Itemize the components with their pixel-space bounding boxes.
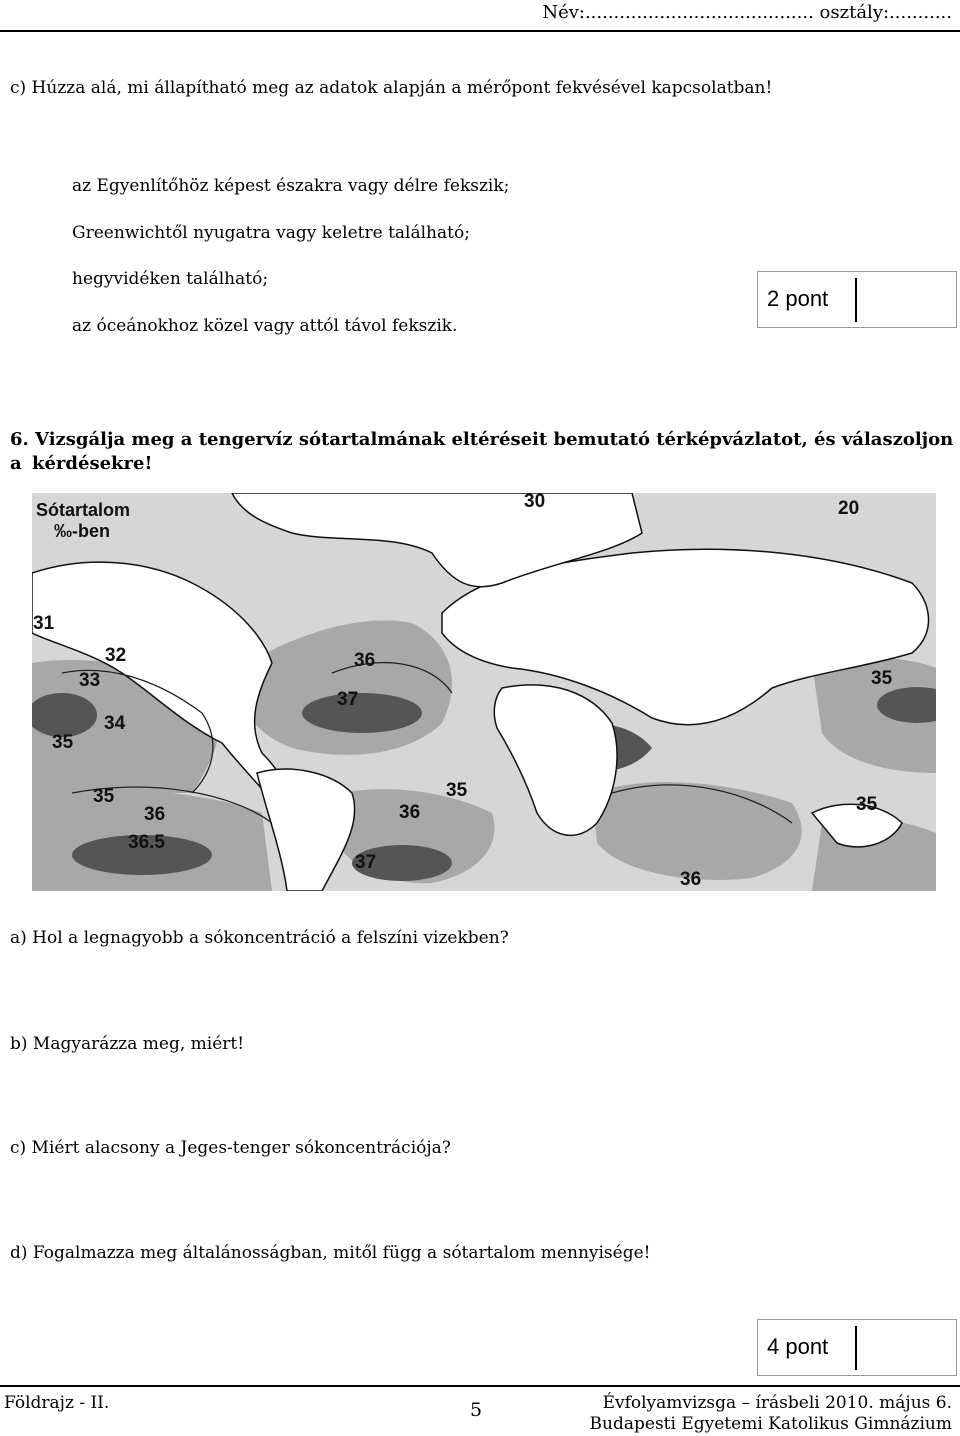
label-34: 34 bbox=[104, 713, 126, 734]
score-divider bbox=[855, 1326, 857, 1370]
option-mountain[interactable]: hegyvidéken található; bbox=[72, 269, 269, 289]
question-6d: d) Fogalmazza meg általánosságban, mitől függ a sótartalom mennyisége! bbox=[10, 1243, 651, 1263]
score-box-2 bbox=[757, 271, 957, 328]
label-32: 32 bbox=[105, 645, 127, 666]
legend-title: Sótartalom bbox=[36, 500, 131, 520]
label-35-south-pacific: 35 bbox=[93, 786, 115, 807]
core-atlantic-north bbox=[302, 693, 422, 733]
answer-options bbox=[72, 163, 509, 349]
label-36-south-atlantic: 36 bbox=[399, 802, 421, 823]
question-c-prompt: c) Húzza alá, mi állapítható meg az adatok alapján a mérőpont fekvésével kapcsolatban! bbox=[10, 78, 773, 98]
label-36-atlantic: 36 bbox=[354, 650, 376, 671]
option-greenwich[interactable]: Greenwichtől nyugatra vagy keletre található; bbox=[72, 222, 470, 243]
question-6-title-line1: 6. Vizsgálja meg a tengervíz sótartalmának eltéréseit bemutató térképvázlatot, és válaszoljon a bbox=[10, 429, 954, 474]
label-35-south-atlantic: 35 bbox=[446, 780, 468, 801]
label-33: 33 bbox=[79, 670, 101, 691]
label-35-west: 35 bbox=[52, 732, 74, 753]
footer-exam: Évfolyamvizsga – írásbeli 2010. május 6. bbox=[602, 1393, 952, 1413]
salinity-map bbox=[32, 493, 936, 891]
question-6b: b) Magyarázza meg, miért! bbox=[10, 1034, 245, 1054]
option-ocean-distance[interactable]: az óceánokhoz közel vagy attól távol fekszik. bbox=[72, 315, 458, 336]
page-number: 5 bbox=[470, 1399, 483, 1421]
footer-rule bbox=[0, 1385, 960, 1387]
label-35-pacific-south: 35 bbox=[856, 794, 878, 815]
label-37-atlantic: 37 bbox=[337, 689, 359, 710]
label-36-south-pacific: 36 bbox=[144, 804, 166, 825]
label-30: 30 bbox=[524, 493, 546, 512]
footer-school: Budapesti Egyetemi Katolikus Gimnázium bbox=[589, 1414, 952, 1434]
score-divider bbox=[855, 278, 857, 322]
score-label-2: 2 pont bbox=[767, 286, 829, 311]
label-31: 31 bbox=[33, 613, 55, 634]
header-rule bbox=[0, 30, 960, 32]
footer-subject: Földrajz - II. bbox=[4, 1393, 110, 1413]
name-class-field: Név:........................................ osztály:........... bbox=[542, 2, 952, 23]
label-35-east: 35 bbox=[871, 668, 893, 689]
score-label-4: 4 pont bbox=[767, 1334, 829, 1359]
salinity-map-svg bbox=[32, 493, 936, 891]
label-36-5: 36.5 bbox=[128, 832, 165, 853]
legend-unit: ‰-ben bbox=[54, 521, 110, 541]
label-20: 20 bbox=[838, 498, 860, 519]
option-hemisphere[interactable]: az Egyenlítőhöz képest északra vagy délre fekszik; bbox=[72, 176, 510, 196]
score-box-4 bbox=[757, 1319, 957, 1376]
question-6-title-line2: kérdésekre! bbox=[32, 453, 153, 474]
label-37-south-atlantic: 37 bbox=[355, 852, 377, 873]
label-36-indian: 36 bbox=[680, 869, 702, 890]
question-6c: c) Miért alacsony a Jeges-tenger sókoncentrációja? bbox=[10, 1138, 451, 1158]
question-6a: a) Hol a legnagyobb a sókoncentráció a felszíni vizekben? bbox=[10, 928, 509, 948]
